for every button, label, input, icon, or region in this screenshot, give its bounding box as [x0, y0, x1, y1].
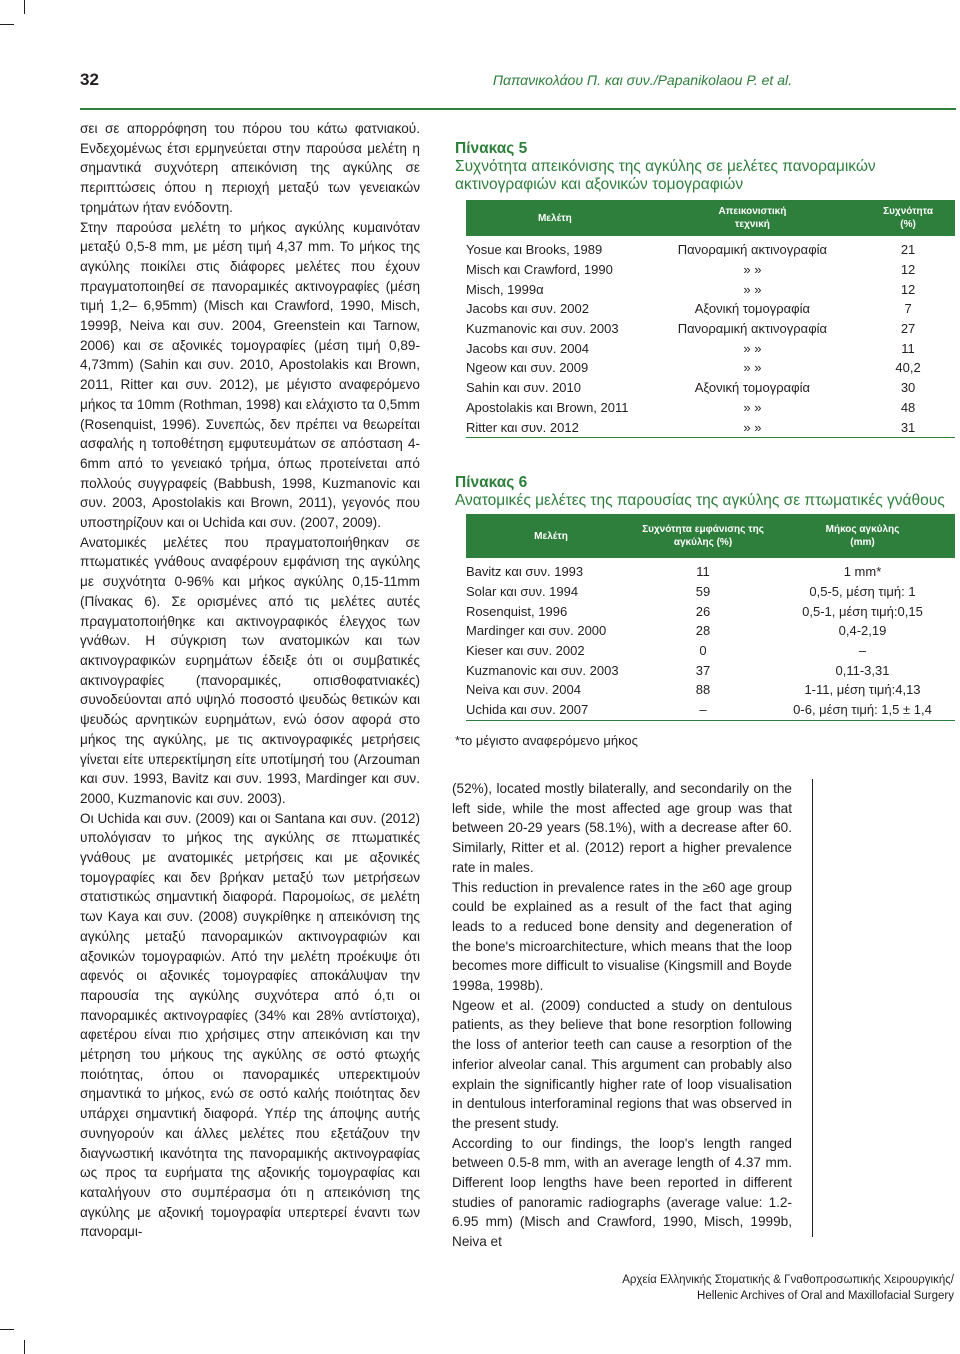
cell-length: 1-11, μέση τιμή:4,13 — [804, 682, 921, 698]
footer-line-greek: Αρχεία Ελληνικής Στοματικής & Γναθοπροσωπικής Χειρουργικής/ — [622, 1274, 954, 1286]
cell-study: Sahin και συν. 2010 — [466, 380, 581, 396]
cell-frequency: 48 — [900, 399, 916, 415]
table6-footnote: *το μέγιστο αναφερόμενο μήκος — [455, 733, 638, 748]
cell-technique: Αξονική τομογραφία — [694, 301, 811, 317]
right-column — [452, 779, 792, 1252]
cell-study: Neiva και συν. 2004 — [466, 682, 581, 698]
table-row — [466, 236, 955, 260]
table-row — [466, 558, 955, 582]
cell-frequency: 21 — [900, 242, 916, 258]
page-number: 32 — [80, 70, 99, 89]
table5-title: Συχνότητα απεικόνισης της αγκύλης σε μελέτες πανοραμικών ακτινογραφιών και αξονικών τομογραφιών — [455, 158, 876, 193]
paragraph: σει σε απορρόφηση του πόρου του κάτω φατνιακού. Ενδεχομένως έτσι ερμηνεύεται στην παρούσα μελέτη η σημαντικά συχνότερη απεικόνιση της αγκύλης σε περιπτώσεις όπου η περιοχή μεταξύ των γενειακών τρημάτων ήταν ενόδοντη. — [80, 121, 420, 215]
table-row — [466, 641, 955, 661]
cell-frequency: 27 — [900, 321, 916, 337]
cell-technique: » » — [743, 360, 762, 376]
cell-length: 0,5-5, μέση τιμή: 1 — [809, 584, 916, 600]
journal-footer — [622, 1272, 954, 1304]
footer-line-english: Hellenic Archives of Oral and Maxillofacial Surgery — [697, 1290, 954, 1302]
cell-technique: » » — [743, 281, 762, 297]
cell-frequency: 37 — [695, 662, 711, 678]
table5 — [466, 200, 955, 438]
table6-caption — [455, 474, 960, 510]
cell-frequency: 30 — [900, 380, 916, 396]
cell-study: Jacobs και συν. 2004 — [466, 340, 589, 356]
column-rule — [812, 779, 813, 1237]
cell-frequency: 59 — [695, 584, 711, 600]
cell-study: Uchida και συν. 2007 — [466, 700, 636, 720]
cell-technique: Πανοραμική ακτινογραφία — [677, 242, 828, 258]
cell-frequency: 26 — [695, 603, 711, 619]
table-row — [466, 660, 955, 680]
crop-mark — [24, 1340, 25, 1354]
cell-length: 0,5-1, μέση τιμή:0,15 — [802, 603, 923, 619]
table-row — [466, 621, 955, 641]
cell-study: Jacobs και συν. 2002 — [466, 301, 589, 317]
crop-mark — [24, 0, 25, 14]
table-row — [466, 299, 955, 319]
cell-length: 1 mm* — [843, 564, 882, 580]
running-header: Παπανικολάου Π. και συν./Papanikolaou P. et al. — [492, 72, 792, 88]
table-row — [466, 319, 955, 339]
table6-header: Συχνότητα εμφάνισης της αγκύλης (%) — [636, 514, 770, 558]
cell-length: 0,4-2,19 — [838, 623, 887, 639]
table6-header: Μελέτη — [466, 514, 636, 558]
cell-study: Kieser και συν. 2002 — [466, 643, 585, 659]
cell-frequency: 0 — [699, 643, 707, 659]
cell-frequency: 12 — [900, 281, 916, 297]
table-row — [466, 260, 955, 280]
cell-frequency: – — [636, 700, 770, 720]
table5-header: Απεικονιστική τεχνική — [644, 200, 861, 236]
table-row — [466, 398, 955, 418]
left-column — [80, 119, 420, 1242]
cell-study: Solar και συν. 1994 — [466, 584, 579, 600]
paragraph: (52%), located mostly bilaterally, and secondarily on the left side, while the most affected age group was that between 20-29 years (58.1%), with a decrease after 60. Similarly, Ritter et al. (2012) report a higher prevalence rate in males. — [452, 781, 792, 875]
cell-frequency: 11 — [901, 340, 915, 356]
paragraph: Στην παρούσα μελέτη το μήκος αγκύλης κυμαινόταν μεταξύ 0,5-8 mm, με μέση τιμή 4,37 mm. Το μήκος της αγκύλης ποικίλει στις διάφορες μελέτες που έχουν πραγματοποιηθεί σε πανοραμικές ακτινογραφίες (μέση τιμή 1,2– 6,95mm) (Misch και Crawford, 1990, Misch, 1999β, Neiva και συν. 2004, Greenstein και Tarnow, 2006) και σε αξονικές τομογραφίες (μέση τιμή 0,89-4,73mm) (Sahin και συν. 2010, Apostolakis και Brown, 2011, Ritter και συν. 2012), με μέγιστο αναφερόμενο μήκος τα 10mm (Rothman, 1998) και ελάχιστο τα 0,5mm (Rosenquist, 1996). Συνεπώς, δεν πρέπει να θεωρείται ασφαλής η τοποθέτηση εμφυτευμάτων σε απόσταση 4-6mm από το γενειακό τρήμα, όπως προτείνεται από πολλούς συγγραφείς (Babbush, 1998, Kuzmanovic και συν. 2003, Apostolakis και Brown, 2011), γεγονός που υποστηρίζουν και οι Uchida και συν. (2007, 2009). — [80, 219, 420, 531]
cell-technique: Πανοραμική ακτινογραφία — [677, 321, 828, 337]
crop-mark — [0, 1329, 14, 1330]
table-row — [466, 680, 955, 700]
cell-study: Ritter και συν. 2012 — [466, 417, 644, 437]
table-row — [466, 582, 955, 602]
table6-title: Ανατομικές μελέτες της παρουσίας της αγκύλης σε πτωματικές γνάθους — [455, 492, 945, 509]
table-row — [466, 378, 955, 398]
cell-length: – — [858, 643, 867, 659]
crop-mark — [0, 24, 14, 25]
cell-study: Bavitz και συν. 1993 — [466, 564, 584, 580]
table-row — [466, 700, 955, 720]
cell-study: Apostolakis και Brown, 2011 — [466, 399, 629, 415]
table6 — [466, 514, 955, 721]
cell-study: Kuzmanovic και συν. 2003 — [466, 321, 619, 337]
table-row — [466, 417, 955, 437]
cell-frequency: 12 — [900, 262, 916, 278]
cell-study: Misch και Crawford, 1990 — [466, 262, 613, 278]
table6-number: Πίνακας 6 — [455, 474, 528, 491]
cell-study: Misch, 1999α — [466, 281, 544, 297]
cell-frequency: 11 — [696, 564, 710, 580]
table5-number: Πίνακας 5 — [455, 140, 528, 157]
paragraph: Ανατομικές μελέτες που πραγματοποιήθηκαν σε πτωματικές γνάθους αναφέρουν εμφάνιση της αγκύλης με συχνότητα 0-96% και μήκος αγκύλης 0,15-11mm (Πίνακας 6). Σε ορισμένες από τις μελέτες αυτές πραγματοποιήθηκε και ακτινογραφικός έλεγχος των γνάθων. Η σύγκριση των ανατομικών και των ακτινογραφικών ευρημάτων έδειξε ότι οι συμβατικές ακτινογραφίες (πανοραμικές, οπισθοφατνιακές) συνοδεύονται από υψηλό ποσοστό ψευδώς θετικών και ψευδώς αρνητικών ευρημάτων, ενώ όσον αφορά στο μήκος της αγκύλης, με τις ακτινογραφικές μετρήσεις γίνεται είτε υπερεκτίμηση είτε υποτίμησή του (Arzouman και συν. 1993, Bavitz και συν. 1993, Mardinger και συν. 2000, Kuzmanovic και συν. 2003). — [80, 534, 420, 806]
table6-header: Μήκος αγκύλης (mm) — [770, 514, 955, 558]
table5-caption — [455, 140, 935, 194]
cell-technique: » » — [644, 417, 861, 437]
cell-study: Ngeow και συν. 2009 — [466, 360, 589, 376]
paragraph: Ngeow et al. (2009) conducted a study on dentulous patients, as they believe that bone resorption following the loss of anterior teeth can cause a resorption of the inferior alveolar canal. This argument can probably also explain the significantly higher rate of loop visualisation in dentulous interforaminal regions that was observed in the present study. — [452, 997, 792, 1131]
cell-length: 0,11-3,31 — [835, 662, 890, 678]
cell-frequency: 28 — [695, 623, 711, 639]
paragraph: Οι Uchida και συν. (2009) και οι Santana και συν. (2012) υπολόγισαν το μήκος της αγκύλης σε πτωματικές γνάθους με ανατομικές μετρήσεις και με αξονικές τομογραφίες και δεν βρήκαν μεταξύ των μετρήσεων στατιστικώς σημαντική διαφορά. Παρομοίως, σε μελέτη των Kaya και συν. (2008) συγκρίθηκε η απεικόνιση της αγκύλης μεταξύ πανοραμικών ακτινογραφιών και αξονικών τομογραφιών. Από την μελέτη προέκυψε ότι αφενός οι αξονικές τομογραφίες αποκάλυψαν την παρουσία της αγκύλης συχνότερα από ό,τι οι πανοραμικές ακτινογραφίες (34% και 28% αντίστοιχα), αφετέρου είναι πιο χρήσιμες στην απεικόνιση και την μέτρηση του μήκους της αγκύλης σε οστό φτωχής ποιότητας, όπου οι πανοραμικές υπερεκτιμούν σημαντικά το μήκος, ενώ σε οστό καλής ποιότητας δεν υπάρχει σημαντική διαφορά. Υπέρ της άποψης αυτής συνηγορούν και άλλες μελέτες που εξετάζουν την διαγνωστική ικανότητα της πανοραμικής ακτινογραφίας ως προς τα ευρήματα της αξονικής τομογραφίας και καταλήγουν στο συμπέρασμα ότι η απεικόνιση της αγκύλης με αξονική τομογραφία υπερτερεί έναντι των πανοραμι- — [80, 810, 420, 1240]
cell-frequency: 88 — [695, 682, 711, 698]
header-rule — [80, 108, 956, 110]
table-row — [466, 601, 955, 621]
cell-study: Yosue και Brooks, 1989 — [466, 242, 603, 258]
cell-technique: » » — [743, 262, 762, 278]
cell-technique: Αξονική τομογραφία — [694, 380, 811, 396]
table-row — [466, 358, 955, 378]
table5-header: Συχνότητα (%) — [861, 200, 955, 236]
paragraph: This reduction in prevalence rates in the ≥60 age group could be explained as a result of the fact that aging leads to a reduced bone density and degeneration of the bone's microarchitecture, which means that the loop becomes more difficult to visualise (Kingsmill and Boyde 1998a, 1998b). — [452, 879, 792, 994]
cell-study: Mardinger και συν. 2000 — [466, 623, 607, 639]
cell-study: Kuzmanovic και συν. 2003 — [466, 662, 619, 678]
cell-frequency: 40,2 — [895, 360, 921, 376]
cell-technique: » » — [743, 399, 762, 415]
cell-frequency: 31 — [861, 417, 955, 437]
cell-technique: » » — [743, 340, 762, 356]
paragraph: According to our findings, the loop's length ranged between 0.5-8 mm, with an average length of 4.37 mm. Different loop lengths have been reported in different studies of panoramic radiographs (average value: 1.2-6.95 mm) (Misch and Crawford, 1990, Misch, 1999b, Neiva et — [452, 1135, 792, 1250]
table-row — [466, 279, 955, 299]
cell-length: 0-6, μέση τιμή: 1,5 ± 1,4 — [770, 700, 955, 720]
table5-header: Μελέτη — [466, 200, 644, 236]
cell-frequency: 7 — [904, 301, 912, 317]
table-row — [466, 338, 955, 358]
cell-study: Rosenquist, 1996 — [466, 603, 568, 619]
